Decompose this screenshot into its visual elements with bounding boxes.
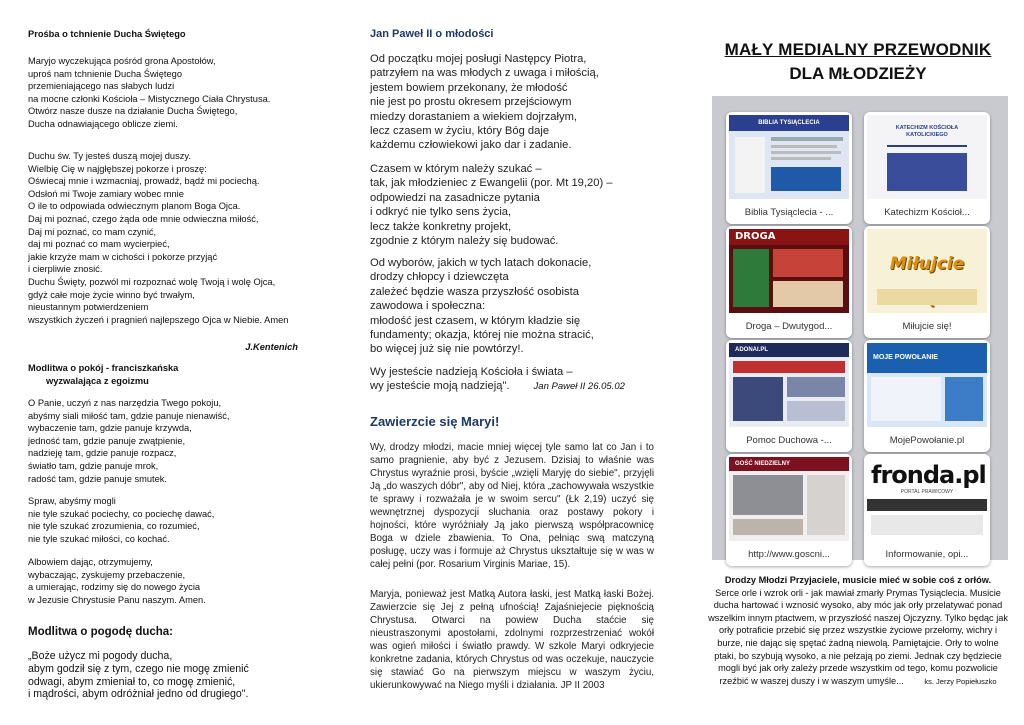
prayer3-title: Modlitwa o pogodę ducha: <box>28 626 174 638</box>
jp2-para4-line2: wy jesteście moją nadzieją". <box>370 380 510 392</box>
milujcie-thumbnail <box>867 229 987 313</box>
droga-logo: DROGA <box>729 229 849 245</box>
prayer2-title: Modlitwa o pokój - franciszkańska <box>28 363 179 373</box>
tile-biblia[interactable] <box>726 112 852 224</box>
jp2-para2: Czasem w którym należy szukać – tak, jak młodzieniec z Ewangelii (por. Mt 19,20) – odpowiedzi na zasadnicze pytania i odkryć nie tylko sens życia, lecz także konkretny projekt, zgodnie z którym należy się budować. <box>370 163 613 248</box>
biblia-logo: BIBLIA TYSIĄCLECIA <box>729 115 849 131</box>
tile-caption: Katechizm Kościoł... <box>884 207 970 218</box>
tile-fronda[interactable] <box>864 454 990 566</box>
milujcie-logo: Miłujcie <box>889 254 965 274</box>
eagle-quote-lead: Drodzy Młodzi Przyjaciele, musicie mieć w sobie coś z orłów. <box>724 575 992 585</box>
jp2-title: Jan Paweł II o młodości <box>370 28 494 40</box>
adonai-logo: ADONAI.PL <box>729 343 849 357</box>
tile-pomoc-duchowa[interactable] <box>726 340 852 452</box>
left-column <box>28 0 318 725</box>
prayer2-stanza3: Albowiem dając, otrzymujemy, wybaczając, zyskujemy przebaczenie, a umierając, rodzimy się do nowego życia w Jezusie Chrystusie Panu naszym. Amen. <box>28 557 206 605</box>
katechizm-thumbnail <box>867 115 987 199</box>
prayer3-text: „Boże użycz mi pogody ducha, abym godził się z tym, czego nie mogę zmienić odwagi, abym zmieniał to, co mogę zmienić, i mądrości, abym odróżniał jedno od drugiego". <box>28 650 249 701</box>
tile-caption: Pomoc Duchowa -... <box>746 435 832 446</box>
jp2-para1: Od początku mojej posługi Następcy Piotra, patrzyłem na was młodych z uwaga i miłością, jestem bowiem przekonany, że młodość nie jest po prostu okresem przejściowym miedzy dorastaniem a wiekiem dojrzałym, lecz czasem w życiu, który Bóg daje każdemu człowiekowi jako dar i zadanie. <box>370 53 599 152</box>
tile-caption: Biblia Tysiąclecia - ... <box>744 207 834 218</box>
powolanie-logo: MOJE POWOŁANIE <box>867 343 987 373</box>
tile-caption: Miłujcie się! <box>902 321 952 332</box>
tile-caption: Informowanie, opi... <box>885 549 969 560</box>
prayer2-stanza1: O Panie, uczyń z nas narzędzia Twego pokoju, abyśmy siali miłość tam, gdzie panuje nienawiść, wybaczenie tam, gdzie panuje krzywda, jedność tam, gdzie panuje zwątpienie, nadzieję tam, gdzie panuje rozpacz, światło tam, gdzie panuje mrok, radość tam, gdzie panuje smutek. <box>28 398 230 484</box>
eagle-quote <box>708 574 1008 688</box>
tile-caption: http://www.goscni... <box>748 549 830 560</box>
website-gallery <box>712 96 1008 560</box>
zawierzcie-title: Zawierzcie się Maryi! <box>370 414 500 429</box>
tile-caption: Droga – Dwutygod... <box>745 321 833 332</box>
gosc-thumbnail <box>729 457 849 541</box>
middle-column <box>370 0 660 725</box>
guide-title: MAŁY MEDIALNY PRZEWODNIK <box>724 40 992 59</box>
fronda-logo-sub: PORTAL PRAWICOWY <box>900 489 954 495</box>
prayer2-stanza2: Spraw, abyśmy mogli nie tyle szukać pociechy, co pociechę dawać, nie tyle szukać zrozumienia, co rozumieć, nie tyle szukać miłości, co kochać. <box>28 496 215 544</box>
prayer1-stanza1: Maryjo wyczekująca pośród grona Apostołów, uproś nam tchnienie Ducha Świętego przemieniającego nas słabych ludzi na mocne członki Kościoła – Mistycznego Ciała Chrystusa. Otwórz nasze dusze na działanie Ducha Świętego, Ducha odnawiającego oblicze ziemi. <box>28 56 271 129</box>
tile-moje-powolanie[interactable] <box>864 340 990 452</box>
eagle-quote-signature: ks. Jerzy Popiełuszko <box>924 676 997 686</box>
guide-subtitle: DLA MŁODZIEŻY <box>789 64 927 83</box>
tile-caption: MojePowołanie.pl <box>889 435 965 446</box>
tile-droga[interactable] <box>726 226 852 338</box>
eagle-quote-body <box>708 587 1008 689</box>
prayer1-author: J.Kentenich <box>245 342 298 352</box>
eagle-quote-text: Serce orle i wzrok orli - jak mawiał zmarły Prymas Tysiąclecia. Musicie ducha hartować i wznosić wysoko, aby móc jak orły przelatywać ponad wszelkim innym ptactwem, w przyszłość naszej Ojczyzny. Tylko będąc jak orły potraficie przebić się przez wszystkie życiowe przełomy, wichry i burze, nie dając się spętać żadną niewolą. Pamiętajcie. Orły to wolne ptaki, bo szybują wysoko, a nie pełzają po ziemi. Jednak czy będziecie mogli być jak orły zależy przede wszystkim od tego, komu pozwolicie rzeźbić w waszej duszy i w waszym umyśle... <box>708 587 1008 686</box>
prayer2-subtitle: wyzwalająca z egoizmu <box>46 376 149 386</box>
jp2-para4-line1: Wy jesteście nadzieją Kościoła i świata – <box>370 366 573 378</box>
jp2-signature: Jan Paweł II 26.05.02 <box>533 381 625 392</box>
prayer1-title: Prośba o tchnienie Ducha Świętego <box>28 29 186 39</box>
jp2-para3: Od wyborów, jakich w tych latach dokonacie, drodzy chłopcy i dziewczęta zależeć będzie wasza przyszłość osobista zawodowa i społeczna: młodość jest czasem, w którym kładzie się fundamenty; okazja, której nie można stracić, bo więcej już się nie powtórzy!. <box>370 257 594 356</box>
tile-milujcie[interactable] <box>864 226 990 338</box>
biblia-thumbnail <box>729 115 849 199</box>
adonai-thumbnail <box>729 343 849 427</box>
zawierzcie-para1: Wy, drodzy młodzi, macie mniej więcej tyle samo lat co Jan i to samo pragnienie, aby być z Jezusem. Dzisiaj to właśnie was Chrystus wyraźnie prosi, byście „wzięli Maryję do siebie", przyjęli Ją „do waszych dóbr", aby od Niej, która „zachowywała wszystkie te sprawy i rozważała je w swoim sercu" (Łk 2,19) uczyć się wewnętrznej dyspozycji słuchania oraz postawy pokory i hojności, które wyróżniały Ją jako pierwszą współpracownicę Boga w dziele zbawienia. To Ona, pełniąc swą matczyną posługę, uczy was i formuje aż Chrystus ukształtuje się w was w całej pełni (por. Rosarium Virginis Mariae, 15). <box>370 442 654 570</box>
droga-thumbnail <box>729 229 849 313</box>
tile-katechizm[interactable] <box>864 112 990 224</box>
jp2-para4-line2-row <box>370 379 660 393</box>
gosc-logo: GOŚĆ NIEDZIELNY <box>729 457 849 471</box>
fronda-thumbnail <box>867 457 987 541</box>
tile-gosc-niedzielny[interactable] <box>726 454 852 566</box>
prayer1-stanza2: Duchu św. Ty jesteś duszą mojej duszy. Wielbię Cię w najgłębszej pokorze i proszę: Oświecaj mnie i wzmacniaj, prowadź, bądź mi pociechą. Odsłoń mi Twoje zamiary wobec mnie O ile to odpowiada odwiecznym planom Boga Ojca. Daj mi poznać, czego żąda ode mnie odwieczna miłość, Daj mi poznać, co mam czynić, daj mi poznać co mam wycierpieć, jakie krzyże mam w cichości i pokorze przyjąć i cierpliwie znosić. Duchu Święty, pozwól mi rozpoznać wolę Twoją i wolę Ojca, gdyż całe moje życie winno być trwałym, nieustannym potwierdzeniem wszystkich życzeń i pragnień najlepszego Ojca w Niebie. Amen <box>28 151 289 325</box>
katechizm-logo: KATECHIZM KOŚCIOŁA KATOLICKIEGO <box>895 125 959 138</box>
right-column <box>708 0 1008 725</box>
zawierzcie-para2: Maryja, ponieważ jest Matką Autora łaski, jest Matką łaski Bożej. Zawierzcie się Jej z pełną ufnością! Zajaśniejecie pięknością Chrystusa. Otwarci na powiew Ducha staćcie się nieustraszonymi apostołami, zdolnymi rozprzestrzeniać wokół was ogień miłości i światło prawdy. W szkole Maryi odkryjecie konkretne zadania, których Chrystus od was oczekuje, nauczycie się stawiać Go na pierwszym miejscu w waszym życiu, ukierunkowywać na Niego myśli i działania. JP II 2003 <box>370 589 654 691</box>
fronda-logo: fronda.pl <box>871 461 986 489</box>
powolanie-thumbnail <box>867 343 987 427</box>
